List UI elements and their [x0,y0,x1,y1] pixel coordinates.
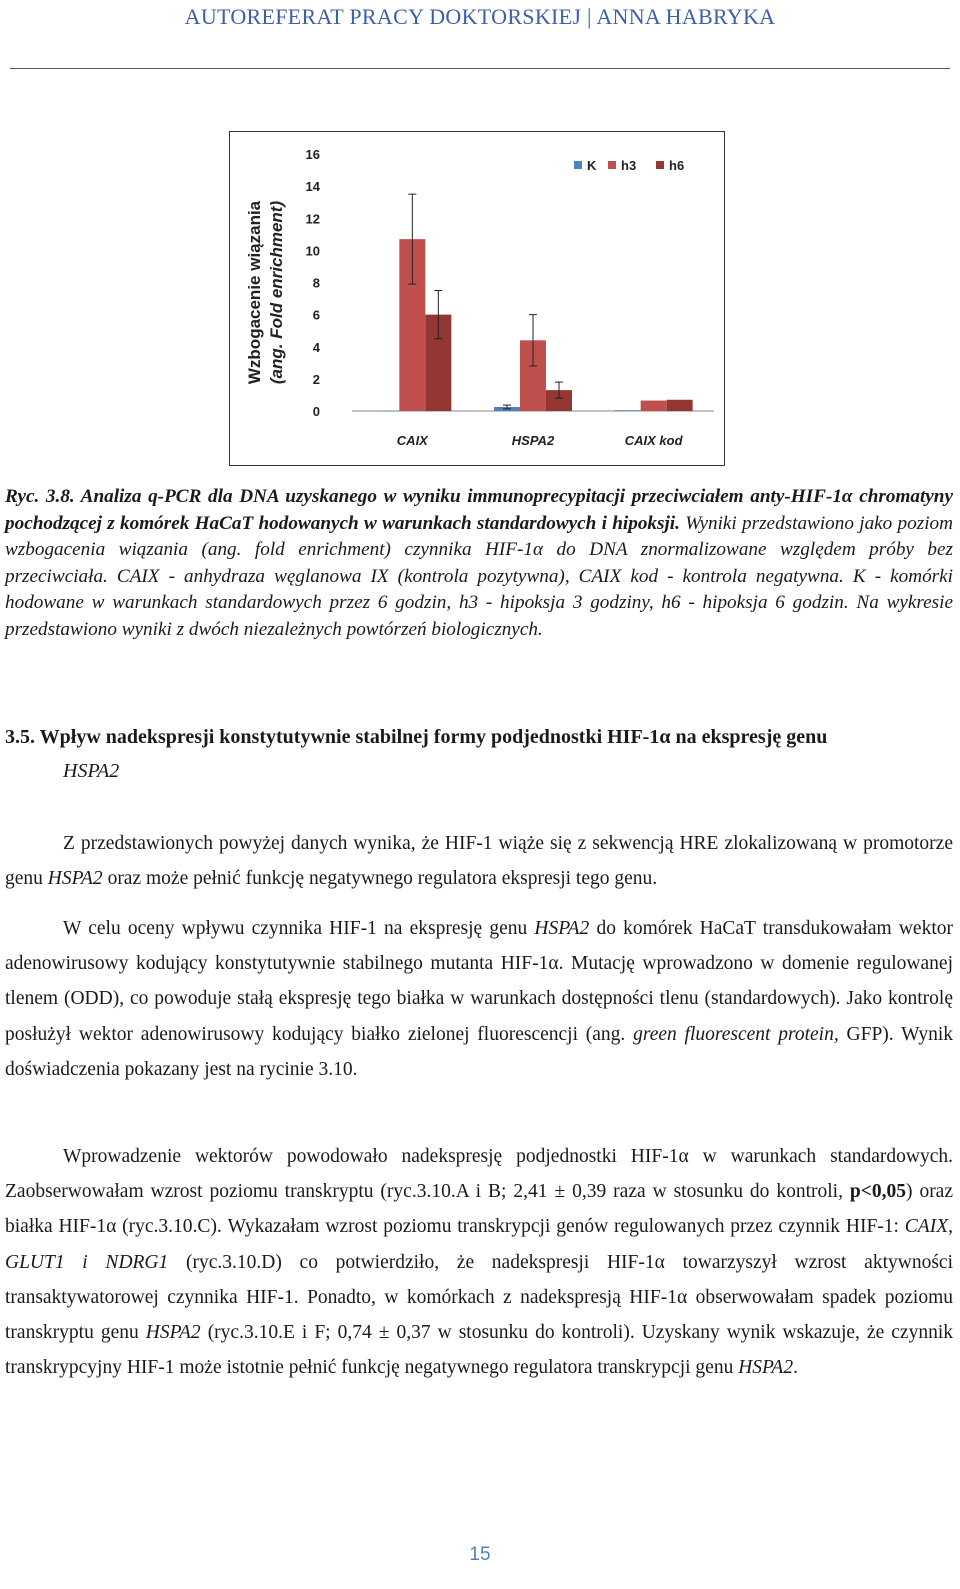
p3-text-c: ) oraz białka HIF-1α (ryc.3.10.C). Wykazałam wzrost poziomu transkrypcji genów regulowanych przez czynnik HIF-1: [5,1181,953,1238]
paragraph-2 [5,911,953,1087]
y-tick-label: 10 [305,243,320,259]
header-rule [10,68,950,69]
y-tick-label: 14 [305,179,320,195]
bar-K-0 [373,411,399,412]
p3-gene: HSPA2 [145,1322,201,1344]
p3-text-g: (ryc.3.10.E i F; 0,74 ± 0,37 w stosunku do kontroli). Uzyskany wynik wskazuje, że czynnik transkrypcyjny HIF-1 może istotnie pełnić funkcję negatywnego regulatora transkrypcji genu [5,1322,953,1379]
legend-label-h6: h6 [669,158,685,173]
p3-text-i: . [793,1357,798,1379]
section-heading [5,720,953,788]
figure-chart [229,131,725,466]
p2-gene: HSPA2 [534,918,590,939]
y-tick-label: 4 [312,339,320,355]
running-header: AUTOREFERAT PRACY DOKTORSKIEJ | ANNA HABRYKA [184,4,776,29]
section-title: Wpływ nadekspresji konstytutywnie stabilnej formy podjednostki HIF-1α na ekspresję genu [35,726,828,748]
y-tick-label: 8 [312,275,320,291]
section-gene: HSPA2 [63,760,120,782]
y-tick-label: 0 [312,404,320,419]
legend-label-h3: h3 [621,158,637,173]
page-number: 15 [469,1544,491,1565]
y-axis-label-secondary: (ang. Fold enrichment) [267,200,286,385]
p1-text-a: Z przedstawionych powyżej danych wynika, że HIF-1 wiąże się z sekwencją HRE zlokalizowaną w promotorze genu [5,833,953,890]
y-tick-label: 6 [312,307,320,323]
legend-swatch-h6 [656,161,664,169]
p2-text-a: W celu oceny wpływu czynnika HIF-1 na ekspresję genu [63,918,535,939]
bar-K-2 [615,410,641,411]
paragraph-1 [5,826,953,896]
p2-text-e: GFP). Wynik doświadczenia pokazany jest na rycinie 3.10. [5,1023,953,1080]
caption-bold: Ryc. 3.8. Analiza q-PCR dla DNA uzyskanego w wyniku immunoprecypitacji przeciwciałem anty-HIF-1α chromatyny pochodzącej z komórek HaCaT hodowanych w warunkach standardowych i hipoksji. [5,486,953,534]
p1-gene: HSPA2 [47,868,103,890]
section-number: 3.5. [5,726,35,748]
p3-pvalue: p<0,05 [849,1181,906,1203]
p1-text-c: oraz może pełnić funkcję negatywnego regulatora ekspresji tego genu. [102,868,658,890]
p3-text-a: Wprowadzenie wektorów powodowało nadekspresję podjednostki HIF-1α w warunkach standardowych. Zaobserwowałam wzrost poziomu transkryptu (ryc.3.10.A i B; 2,41 ± 0,39 raza w stosunku do kontroli, [5,1146,953,1203]
p3-text-e: (ryc.3.10.D) co potwierdziło, że nadekspresji HIF-1α towarzyszył wzrost aktywności transaktywatorowej czynnika HIF-1. Ponadto, w komórkach z nadekspresją HIF-1α obserwowałam spadek poziomu transkryptu genu [5,1251,953,1344]
y-tick-label: 16 [305,147,320,162]
y-tick-label: 2 [312,371,320,387]
p2-text-c: do komórek HaCaT transdukowałam wektor adenowirusowy kodujący konstytutywnie stabilnego mutanta HIF-1α. Mutację wprowadzono w domenie regulowanej tlenem (ODD), co powoduje stałą ekspresję tego białka w warunkach dostępności tlenu (standardowych). Jako kontrolę posłużył wektor adenowirusowy kodujący białko zielonej fluorescencji (ang. [5,918,953,1045]
y-axis-label: Wzbogacenie wiązania [245,200,264,385]
paragraph-3 [5,1139,953,1385]
x-tick-label: CAIX [396,433,428,448]
bar-chart [230,132,724,465]
x-tick-label: CAIX kod [624,433,683,448]
y-tick-label: 12 [305,211,320,227]
figure-caption [5,484,953,643]
p2-term: green fluorescent protein, [633,1023,839,1045]
legend-swatch-K [574,161,582,169]
p3-gene-2: HSPA2 [738,1357,794,1379]
legend-label-K: K [587,158,597,173]
legend-swatch-h3 [608,161,616,169]
bar-h3-2 [641,401,667,411]
caption-text: Wyniki przedstawiono jako poziom wzbogacenia wiązania (ang. fold enrichment) czynnika HIF-1α do DNA znormalizowane względem próby bez przeciwciała. CAIX - anhydraza węglanowa IX (kontrola pozytywna), CAIX kod - kontrola negatywna. K - komórki hodowane w warunkach standardowych przez 6 godzin, h3 - hipoksja 3 godziny, h6 - hipoksja 6 godzin. Na wykresie przedstawiono wyniki z dwóch niezależnych powtórzeń biologicznych. [5,512,953,640]
x-tick-label: HSPA2 [511,433,555,448]
p3-genes: CAIX, GLUT1 i NDRG1 [5,1216,953,1273]
bar-h6-2 [667,400,693,411]
